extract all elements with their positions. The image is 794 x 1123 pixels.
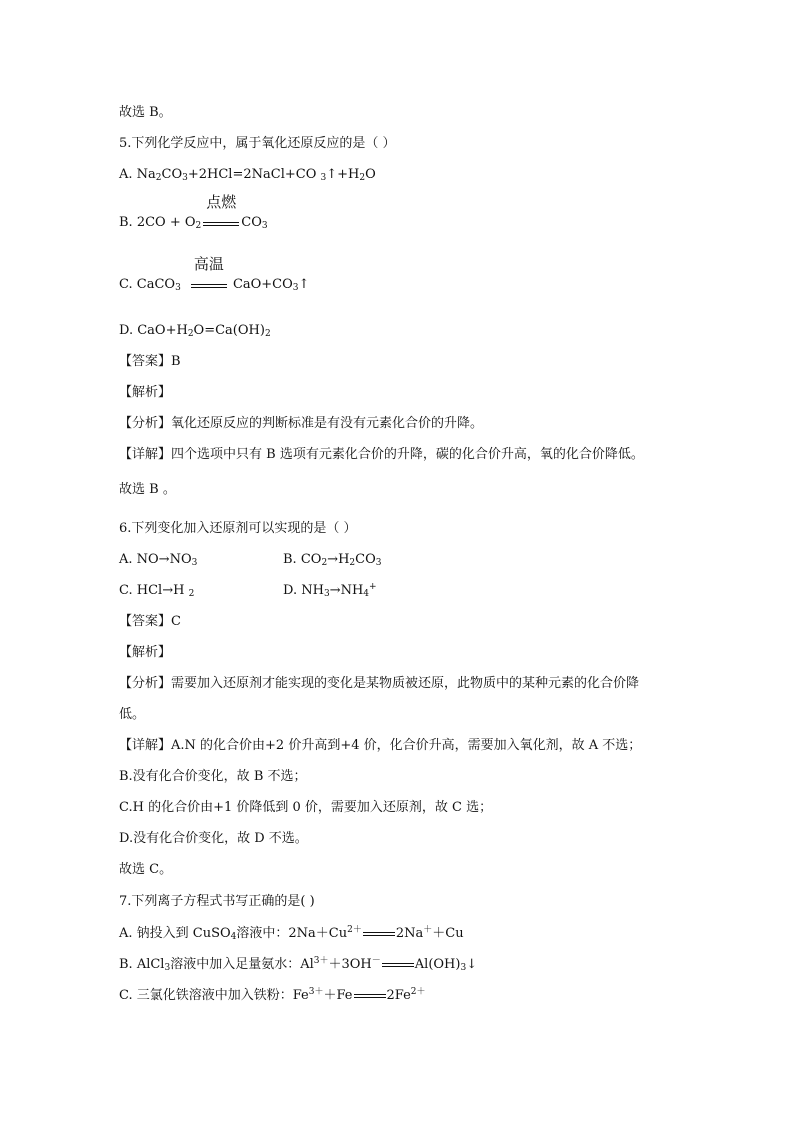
q7-b-m2: ＋3OH [328,957,372,972]
q7-c-lead: C. 三氯化铁溶液中加入铁粉：Fe [119,988,309,1003]
q5-c-equal-sign [191,284,227,288]
q6-option-b [283,552,381,568]
q5-b-prod: CO [241,215,262,230]
q5-b-lead: B. 2CO + O [119,215,196,230]
q7-c-sup2: 2＋ [410,987,426,997]
q6-xiangjie-a: A.N 的化合价由+2 价升高到+4 价，化合价升高，需要加入氧化剂，故 A 不选； [171,738,642,753]
q5-a-lead: A. Na [119,167,156,182]
q7-a-equal-sign [363,932,395,936]
q5-a-m1: CO [161,167,183,182]
q6-conclusion: 故选 C。 [119,862,173,877]
q6-fenxi [119,676,639,692]
q7-a-sub1: 4 [230,932,237,942]
q6-fenxi-text: 需要加入还原剂才能实现的变化是某物质被还原，此物质中的某种元素的化合价降 [171,676,640,691]
q5-option-d [119,323,271,339]
q7-option-b [119,957,477,973]
q7-b-m3: Al(OH) [414,957,461,972]
q7-a-m1: 溶液中：2Na＋Cu [236,926,348,941]
q7-a-lead: A. 钠投入到 CuSO [119,926,231,941]
q5-a-end: O [365,167,376,182]
q6-answer [119,614,181,630]
q6-d-sup: + [369,582,377,592]
q5-a-sub4: 2 [359,173,366,183]
q5-c-lead: C. CaCO [119,277,176,292]
q6-analysis-label: 【解析】 [119,645,172,660]
q5-c-prod: CaO+CO [232,277,293,292]
q7-a-m2: 2Na [395,926,424,941]
q7-stem: 7.下列离子方程式书写正确的是( ) [119,894,315,909]
q6-b-sub1: 2 [321,558,328,568]
q4-conclusion: 故选 B。 [119,105,172,120]
q6-b-sub3: 3 [375,558,382,568]
q5-b-sub2: 3 [261,221,268,231]
q6-a-sub1: 3 [191,558,198,568]
q5-a-tail: ↑+H [326,167,360,182]
q7-a-sup1: 2＋ [347,925,362,935]
q5-b-equal-sign [203,222,239,226]
q7-b-sub2: 3 [460,963,467,973]
q7-c-equal-sign [354,994,386,998]
q5-conclusion: 故选 B 。 [119,482,176,497]
q6-b-lead: B. CO [283,552,322,567]
q6-xiangjie-label: 【详解】 [119,738,172,753]
q7-b-sup2: － [371,956,381,966]
q6-a-lead: A. NO→NO [119,552,192,567]
q5-b-condition-arrow [203,193,239,226]
q6-d-sub2: 4 [363,589,370,599]
q5-xiangjie-label: 【详解】 [119,447,172,462]
q5-answer-value: B [171,354,181,369]
q5-stem: 5.下列化学反应中，属于氧化还原反应的是（ ） [119,136,396,151]
q7-b-lead: B. AlCl [119,957,165,972]
q5-c-sub2: 3 [292,283,299,293]
q5-b-sub1: 2 [195,221,202,231]
q5-b-condition: 点燃 [206,193,237,211]
q7-c-m2: 2Fe [386,988,411,1003]
q7-option-a [119,926,464,942]
q5-fenxi [119,416,483,432]
q5-a-sub2: 3 [182,173,188,183]
q5-xiangjie [119,447,644,463]
q6-b-sub2: 2 [349,558,356,568]
q6-c-sub1: 2 [188,589,195,599]
q5-fenxi-text: 氧化还原反应的判断标准是有没有元素化合价的升降。 [171,416,484,431]
q6-option-a [119,552,197,568]
q5-analysis-label: 【解析】 [119,385,172,400]
q7-b-equal-sign [382,963,414,967]
q6-fenxi-cont: 低。 [119,707,146,722]
q5-a-m2: +2HCl=2NaCl+CO [187,167,321,182]
q5-c-condition: 高温 [193,255,224,273]
q5-answer [119,354,181,370]
q5-answer-label: 【答案】 [119,354,172,369]
q6-c-lead: C. HCl→H [119,583,189,598]
q5-a-sub3: 3 [320,173,327,183]
q7-b-sub1: 3 [164,963,171,973]
q7-b-sup1: 3＋ [313,956,329,966]
q5-option-b [119,193,268,231]
q6-b-m1: →H [327,552,350,567]
q7-a-m3: ＋Cu [432,926,464,941]
q6-xiangjie [119,738,641,754]
q6-answer-label: 【答案】 [119,614,172,629]
q5-d-sub2: 2 [264,329,271,339]
q5-option-a [119,167,376,183]
q5-d-sub1: 2 [187,329,194,339]
q7-b-m1: 溶液中加入足量氨水：Al [170,957,314,972]
q7-c-m1: ＋Fe [323,988,353,1003]
q5-fenxi-label: 【分析】 [119,416,172,431]
q7-option-c [119,988,426,1004]
q6-d-m1: →NH [329,583,364,598]
q5-d-m1: O=Ca(OH) [193,323,265,338]
q6-b-m2: CO [355,552,376,567]
q6-option-d [283,583,377,599]
q6-xiangjie-d: D.没有化合价变化，故 D 不选。 [119,831,308,846]
q6-xiangjie-c: C.H 的化合价由+1 价降低到 0 价，需要加入还原剂，故 C 选； [119,800,493,815]
q6-option-c [119,583,194,599]
q6-xiangjie-b: B.没有化合价变化，故 B 不选； [119,769,307,784]
q6-stem: 6.下列变化加入还原剂可以实现的是（ ） [119,521,357,536]
q5-c-sub1: 3 [175,283,181,293]
q7-b-tail: ↓ [466,957,478,972]
q5-d-lead: D. CaO+H [119,323,188,338]
q5-c-condition-arrow [191,255,227,288]
q7-a-sup2: ＋ [423,925,433,935]
q5-c-tail: ↑ [298,277,310,292]
q6-d-lead: D. NH [283,583,324,598]
q6-fenxi-label: 【分析】 [119,676,172,691]
q5-option-c [119,255,310,293]
q5-xiangjie-text: 四个选项中只有 B 选项有元素化合价的升降，碳的化合价升高，氧的化合价降低。 [171,447,644,462]
q6-answer-value: C [171,614,181,629]
q5-a-sub1: 2 [155,173,162,183]
q7-c-sup1: 3＋ [308,987,324,997]
q6-d-sub1: 3 [323,589,330,599]
